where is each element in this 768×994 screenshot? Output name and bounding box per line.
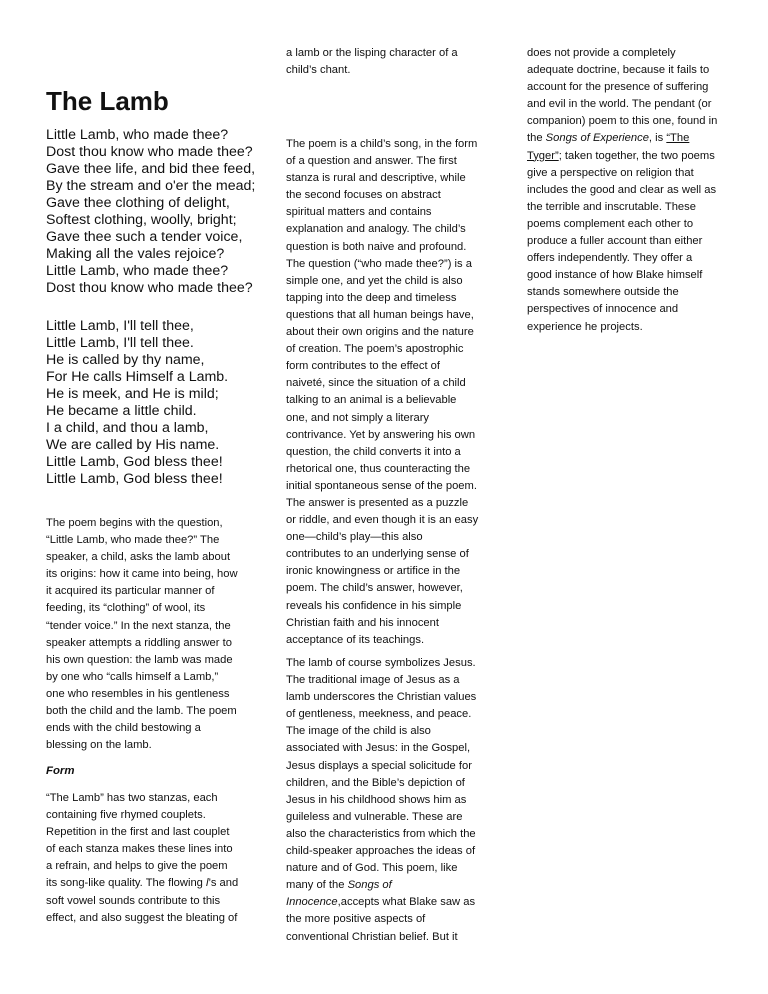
- songs-of-experience-title: Songs of Experience: [545, 132, 649, 145]
- analysis-paragraph: [286, 136, 478, 649]
- poem-line: He is meek, and He is mild;: [46, 386, 219, 402]
- poem-line: Making all the vales rejoice?: [46, 246, 225, 262]
- text-line: Repetition in the first and last couplet: [46, 826, 230, 839]
- text-line: adequate doctrine, because it fails to: [527, 64, 710, 77]
- text-line: Jesus in his childhood shows him as: [286, 793, 467, 806]
- text-line: of a question and answer. The first: [286, 155, 457, 168]
- text-line: tapping into the deep and timeless: [286, 291, 457, 304]
- poem-line: Gave thee life, and bid thee feed,: [46, 161, 256, 177]
- text-line: experience he projects.: [527, 320, 643, 333]
- poem-line: Dost thou know who made thee?: [46, 144, 253, 160]
- text-line: by one who “calls himself a Lamb,”: [46, 670, 219, 683]
- poem-line: Dost thou know who made thee?: [46, 280, 253, 296]
- text-line: question, the child converts it into a: [286, 445, 461, 458]
- text-line: contributes to an underlying sense of: [286, 548, 469, 561]
- poem-line: Little Lamb, God bless thee!: [46, 471, 223, 487]
- poem-line: I a child, and thou a lamb,: [46, 420, 209, 436]
- form-paragraph-continued: [286, 45, 458, 79]
- text-line: the second focuses on abstract: [286, 189, 441, 202]
- text-line: the terrible and inscrutable. These: [527, 200, 696, 213]
- poem-line: For He calls Himself a Lamb.: [46, 369, 229, 385]
- text-line: about their own origins and the nature: [286, 326, 474, 339]
- poem-stanza-1: [46, 127, 255, 297]
- text-line: of each stanza makes these lines into: [46, 843, 233, 856]
- text-line: questions that all human beings have,: [286, 308, 474, 321]
- text-line: The poem begins with the question,: [46, 517, 223, 529]
- text-line: a lamb or the lisping character of a: [286, 47, 458, 59]
- text-line: The image of the child is also: [286, 725, 431, 738]
- poem-line: Softest clothing, woolly, bright;: [46, 212, 237, 228]
- poem-line: By the stream and o'er the mead;: [46, 178, 256, 194]
- text-line: feeding, its “clothing” of wool, its: [46, 602, 206, 615]
- poem-line: Little Lamb, I'll tell thee.: [46, 335, 194, 351]
- text-fragment: ; taken together, the two poems: [558, 149, 715, 162]
- text-line: child-speaker approaches the ideas of: [286, 845, 476, 858]
- text-line: its song-like quality. The flowing l’s and: [46, 877, 239, 890]
- poem-line: Gave thee such a tender voice,: [46, 229, 243, 245]
- text-line: talking to an animal is a believable: [286, 394, 457, 407]
- text-line: acceptance of its teachings.: [286, 633, 425, 646]
- poem-line: We are called by His name.: [46, 437, 220, 453]
- text-line: spiritual matters and contains: [286, 206, 432, 219]
- text-line: [527, 148, 717, 165]
- text-line: includes the good and clear as well as: [527, 183, 717, 196]
- form-paragraph: [46, 790, 238, 927]
- text-line: children, and the Bible’s depiction of: [286, 776, 465, 789]
- text-line: one who resembles in his gentleness: [46, 687, 230, 700]
- symbolism-paragraph: [286, 655, 476, 946]
- text-line: many of the Songs of: [286, 879, 392, 892]
- text-line: lamb underscores the Christian values: [286, 691, 477, 704]
- text-line: it acquired its particular manner of: [46, 585, 215, 598]
- text-line: “The Lamb” has two stanzas, each: [46, 792, 218, 804]
- text-line: Innocence,accepts what Blake saw as: [286, 896, 476, 909]
- text-line: poems complement each other to: [527, 217, 694, 230]
- text-line: form contributes to the effect of: [286, 360, 441, 373]
- text-line: stanza is rural and descriptive, while: [286, 172, 466, 185]
- text-line: ends with the child bestowing a: [46, 722, 201, 735]
- poem-line: He became a little child.: [46, 403, 197, 419]
- text-line: and evil in the world. The pendant (or: [527, 98, 712, 111]
- poem-line: He is called by thy name,: [46, 352, 205, 368]
- poem-line: Little Lamb, who made thee?: [46, 127, 229, 143]
- text-line: “tender voice.” In the next stanza, the: [46, 619, 231, 632]
- poem-line: Little Lamb, who made thee?: [46, 263, 229, 279]
- text-line: or riddle, and even though it is an easy: [286, 514, 479, 527]
- text-line: its origins: how it came into being, how: [46, 568, 238, 581]
- text-line: reveals his confidence in his simple: [286, 599, 462, 612]
- text-line: soft vowel sounds contribute to this: [46, 894, 221, 907]
- italic-letter: l: [206, 877, 209, 890]
- text-line: account for the presence of suffering: [527, 81, 709, 94]
- text-line: The answer is presented as a puzzle: [286, 496, 469, 509]
- songs-of-innocence-title: Songs of: [347, 879, 392, 892]
- text-line: [527, 130, 717, 147]
- text-line: contrivance. Yet by answering his own: [286, 428, 476, 441]
- the-tyger-link[interactable]: “The: [666, 132, 690, 145]
- text-line: the more positive aspects of: [286, 913, 426, 926]
- songs-of-innocence-title: Innocence: [286, 896, 338, 909]
- page-title: The Lamb: [46, 86, 169, 116]
- text-line: simple one, and yet the child is also: [286, 274, 463, 287]
- text-line: perspectives of innocence and: [527, 303, 679, 316]
- text-line: “Little Lamb, who made thee?” The: [46, 534, 220, 547]
- text-line: both the child and the lamb. The poem: [46, 705, 237, 718]
- text-line: give a perspective on religion that: [527, 166, 694, 179]
- text-line: The lamb of course symbolizes Jesus.: [286, 657, 476, 669]
- poem-stanza-2: [46, 318, 228, 488]
- text-line: does not provide a completely: [527, 47, 676, 59]
- text-fragment: , is: [648, 132, 667, 145]
- poem-line: Gave thee clothing of delight,: [46, 195, 230, 211]
- text-line: conventional Christian belief. But it: [286, 930, 458, 943]
- text-line: child’s chant.: [286, 64, 351, 77]
- text-line: associated with Jesus: in the Gospel,: [286, 742, 471, 755]
- text-line: The question (“who made thee?”) is a: [286, 257, 472, 270]
- text-line: blessing on the lamb.: [46, 739, 152, 752]
- text-line: Christian faith and his innocent: [286, 616, 439, 629]
- text-line: The poem is a child’s song, in the form: [286, 138, 478, 150]
- text-line: initial spontaneous sense of the poem.: [286, 479, 477, 492]
- text-line: speaker, a child, asks the lamb about: [46, 551, 231, 564]
- text-line: produce a fuller account than either: [527, 235, 703, 248]
- text-line: question is both naive and profound.: [286, 240, 467, 253]
- text-line: speaker attempts a riddling answer to: [46, 636, 232, 649]
- poem-line: Little Lamb, I'll tell thee,: [46, 318, 194, 334]
- the-tyger-link-continued[interactable]: Tyger”: [527, 149, 559, 162]
- text-fragment: the: [527, 132, 546, 145]
- text-line: nature and of God. This poem, like: [286, 862, 458, 875]
- text-line: guileless and vulnerable. These are: [286, 810, 463, 823]
- text-line: naiveté, since the situation of a child: [286, 377, 466, 390]
- text-line: offers independently. They offer a: [527, 252, 693, 265]
- text-line: of gentleness, meekness, and peace.: [286, 708, 472, 721]
- symbolism-paragraph-continued: [527, 45, 717, 336]
- text-line: one—child’s play—this also: [286, 531, 423, 544]
- text-line: rhetorical one, thus counteracting the: [286, 462, 471, 475]
- text-line: Jesus displays a special solicitude for: [286, 759, 472, 772]
- text-line: good instance of how Blake himself: [527, 269, 703, 282]
- summary-paragraph: [46, 515, 238, 754]
- text-line: also the characteristics from which the: [286, 827, 476, 840]
- text-line: his own question: the lamb was made: [46, 653, 233, 666]
- text-line: effect, and also suggest the bleating of: [46, 911, 238, 924]
- poem-line: Little Lamb, God bless thee!: [46, 454, 223, 470]
- text-line: stands somewhere outside the: [527, 286, 679, 299]
- text-line: containing five rhymed couplets.: [46, 809, 206, 822]
- text-line: of creation. The poem’s apostrophic: [286, 343, 464, 356]
- form-heading: Form: [46, 765, 75, 777]
- text-line: explanation and analogy. The child’s: [286, 223, 466, 236]
- text-line: a refrain, and helps to give the poem: [46, 860, 228, 873]
- text-line: The traditional image of Jesus as a: [286, 674, 460, 687]
- text-line: poem. The child’s answer, however,: [286, 582, 463, 595]
- text-line: ironic knowingness or artifice in the: [286, 565, 461, 578]
- text-line: companion) poem to this one, found in: [527, 115, 718, 128]
- text-line: one, and not simply a literary: [286, 411, 430, 424]
